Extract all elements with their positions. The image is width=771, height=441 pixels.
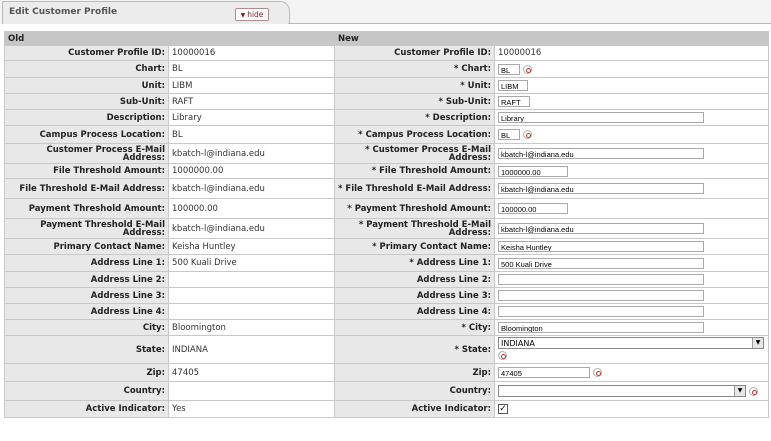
old-value-customer-profile-id: 10000016 <box>169 46 335 61</box>
old-label-payment-threshold-email: Payment Threshold E-Mail Address: <box>5 219 169 239</box>
new-label-address-line-1: * Address Line 1: <box>335 255 495 272</box>
country-select[interactable] <box>498 385 746 397</box>
new-cell-address-line-2 <box>495 272 769 288</box>
maintenance-table <box>4 31 769 418</box>
lookup-magnifier-icon[interactable] <box>523 65 532 74</box>
checkmark-icon: ✓ <box>499 403 507 414</box>
old-value-payment-threshold-email: kbatch-l@indiana.edu <box>169 219 335 239</box>
chevron-down-icon[interactable]: ▼ <box>734 386 745 396</box>
new-cell-payment-threshold-amount <box>495 199 769 219</box>
old-label-address-line-3: Address Line 3: <box>5 288 169 304</box>
description-input[interactable]: Library <box>498 112 704 123</box>
old-label-active-indicator: Active Indicator: <box>5 401 169 418</box>
new-label-state: * State: <box>335 336 495 364</box>
old-value-active-indicator: Yes <box>169 401 335 418</box>
new-label-payment-threshold-email: * Payment Threshold E-Mail Address: <box>335 219 495 239</box>
panel-tab <box>2 1 290 24</box>
new-cell-customer-process-email <box>495 144 769 164</box>
new-cell-address-line-3 <box>495 288 769 304</box>
new-cell-address-line-1 <box>495 255 769 272</box>
lookup-magnifier-icon[interactable] <box>749 387 758 396</box>
old-label-file-threshold-amount: File Threshold Amount: <box>5 164 169 179</box>
old-label-city: City: <box>5 320 169 336</box>
panel-title: Edit Customer Profile <box>9 7 118 17</box>
old-label-address-line-2: Address Line 2: <box>5 272 169 288</box>
old-value-city: Bloomington <box>169 320 335 336</box>
new-section-header: New <box>335 32 769 46</box>
old-label-primary-contact-name: Primary Contact Name: <box>5 239 169 255</box>
new-cell-city <box>495 320 769 336</box>
new-label-country: Country: <box>335 382 495 401</box>
city-input[interactable]: Bloomington <box>498 322 704 333</box>
old-value-file-threshold-email: kbatch-l@indiana.edu <box>169 179 335 199</box>
zip-input[interactable]: 47405 <box>498 367 590 378</box>
old-value-chart: BL <box>169 61 335 78</box>
new-cell-payment-threshold-email <box>495 219 769 239</box>
new-label-customer-profile-id: Customer Profile ID: <box>335 46 495 61</box>
old-value-address-line-3 <box>169 288 335 304</box>
old-label-chart: Chart: <box>5 61 169 78</box>
new-label-sub-unit: * Sub-Unit: <box>335 94 495 110</box>
state-selected-value: INDIANA <box>501 339 535 349</box>
address-line-3-input[interactable] <box>498 290 704 301</box>
new-label-unit: * Unit: <box>335 78 495 94</box>
new-cell-address-line-4 <box>495 304 769 320</box>
old-label-file-threshold-email: File Threshold E-Mail Address: <box>5 179 169 199</box>
new-cell-zip <box>495 364 769 382</box>
new-label-description: * Description: <box>335 110 495 126</box>
file-threshold-amount-input[interactable]: 1000000.00 <box>498 166 568 177</box>
new-cell-country <box>495 382 769 401</box>
customer-process-email-input[interactable]: kbatch-l@indiana.edu <box>498 148 704 159</box>
old-value-address-line-4 <box>169 304 335 320</box>
old-value-sub-unit: RAFT <box>169 94 335 110</box>
old-label-address-line-4: Address Line 4: <box>5 304 169 320</box>
sub-unit-input[interactable]: RAFT <box>498 96 530 107</box>
old-value-description: Library <box>169 110 335 126</box>
address-line-4-input[interactable] <box>498 306 704 317</box>
old-value-payment-threshold-amount: 100000.00 <box>169 199 335 219</box>
old-label-sub-unit: Sub-Unit: <box>5 94 169 110</box>
lookup-magnifier-icon[interactable] <box>523 130 532 139</box>
old-label-campus-process-location: Campus Process Location: <box>5 126 169 144</box>
lookup-magnifier-icon[interactable] <box>593 368 602 377</box>
new-cell-chart <box>495 61 769 78</box>
old-value-zip: 47405 <box>169 364 335 382</box>
new-label-city: * City: <box>335 320 495 336</box>
new-cell-campus-process-location <box>495 126 769 144</box>
address-line-1-input[interactable]: 500 Kuali Drive <box>498 258 704 269</box>
old-section-header: Old <box>5 32 335 46</box>
new-label-primary-contact-name: * Primary Contact Name: <box>335 239 495 255</box>
new-label-address-line-3: Address Line 3: <box>335 288 495 304</box>
new-cell-state <box>495 336 769 364</box>
old-label-zip: Zip: <box>5 364 169 382</box>
old-label-unit: Unit: <box>5 78 169 94</box>
new-label-address-line-2: Address Line 2: <box>335 272 495 288</box>
hide-button[interactable] <box>235 8 269 21</box>
new-cell-file-threshold-email <box>495 179 769 199</box>
old-label-country: Country: <box>5 382 169 401</box>
new-cell-file-threshold-amount <box>495 164 769 179</box>
old-value-primary-contact-name: Keisha Huntley <box>169 239 335 255</box>
old-value-customer-process-email: kbatch-l@indiana.edu <box>169 144 335 164</box>
payment-threshold-amount-input[interactable]: 100000.00 <box>498 203 568 214</box>
lookup-magnifier-icon[interactable] <box>498 351 507 360</box>
old-label-customer-process-email: Customer Process E-Mail Address: <box>5 144 169 164</box>
tab-bar <box>0 0 771 24</box>
new-label-address-line-4: Address Line 4: <box>335 304 495 320</box>
old-label-address-line-1: Address Line 1: <box>5 255 169 272</box>
new-label-payment-threshold-amount: * Payment Threshold Amount: <box>335 199 495 219</box>
file-threshold-email-input[interactable]: kbatch-l@indiana.edu <box>498 183 704 194</box>
new-label-file-threshold-email: * File Threshold E-Mail Address: <box>335 179 495 199</box>
new-label-customer-process-email: * Customer Process E-Mail Address: <box>335 144 495 164</box>
old-value-file-threshold-amount: 1000000.00 <box>169 164 335 179</box>
triangle-down-icon: ▼ <box>240 12 246 19</box>
new-label-file-threshold-amount: * File Threshold Amount: <box>335 164 495 179</box>
old-label-payment-threshold-amount: Payment Threshold Amount: <box>5 199 169 219</box>
old-value-campus-process-location: BL <box>169 126 335 144</box>
new-cell-primary-contact-name <box>495 239 769 255</box>
new-cell-unit <box>495 78 769 94</box>
chart-input[interactable]: BL <box>498 64 520 75</box>
old-value-address-line-1: 500 Kuali Drive <box>169 255 335 272</box>
hide-label: hide <box>247 10 264 19</box>
new-cell-active-indicator <box>495 401 769 418</box>
active-indicator-checkbox[interactable] <box>498 404 508 414</box>
old-value-address-line-2 <box>169 272 335 288</box>
chevron-down-icon[interactable]: ▼ <box>752 338 763 348</box>
old-value-state: INDIANA <box>169 336 335 364</box>
new-label-zip: Zip: <box>335 364 495 382</box>
state-select[interactable] <box>498 337 764 349</box>
tab-divider <box>288 23 771 24</box>
old-label-description: Description: <box>5 110 169 126</box>
old-label-customer-profile-id: Customer Profile ID: <box>5 46 169 61</box>
payment-threshold-email-input[interactable]: kbatch-l@indiana.edu <box>498 223 704 234</box>
new-cell-sub-unit <box>495 94 769 110</box>
new-label-chart: * Chart: <box>335 61 495 78</box>
new-value-customer-profile-id: 10000016 <box>495 46 769 61</box>
address-line-2-input[interactable] <box>498 274 704 285</box>
old-value-country <box>169 382 335 401</box>
primary-contact-name-input[interactable]: Keisha Huntley <box>498 241 704 252</box>
new-label-active-indicator: Active Indicator: <box>335 401 495 418</box>
old-value-unit: LIBM <box>169 78 335 94</box>
old-label-state: State: <box>5 336 169 364</box>
unit-input[interactable]: LIBM <box>498 80 528 91</box>
new-label-campus-process-location: * Campus Process Location: <box>335 126 495 144</box>
new-cell-description <box>495 110 769 126</box>
campus-process-location-input[interactable]: BL <box>498 129 520 140</box>
